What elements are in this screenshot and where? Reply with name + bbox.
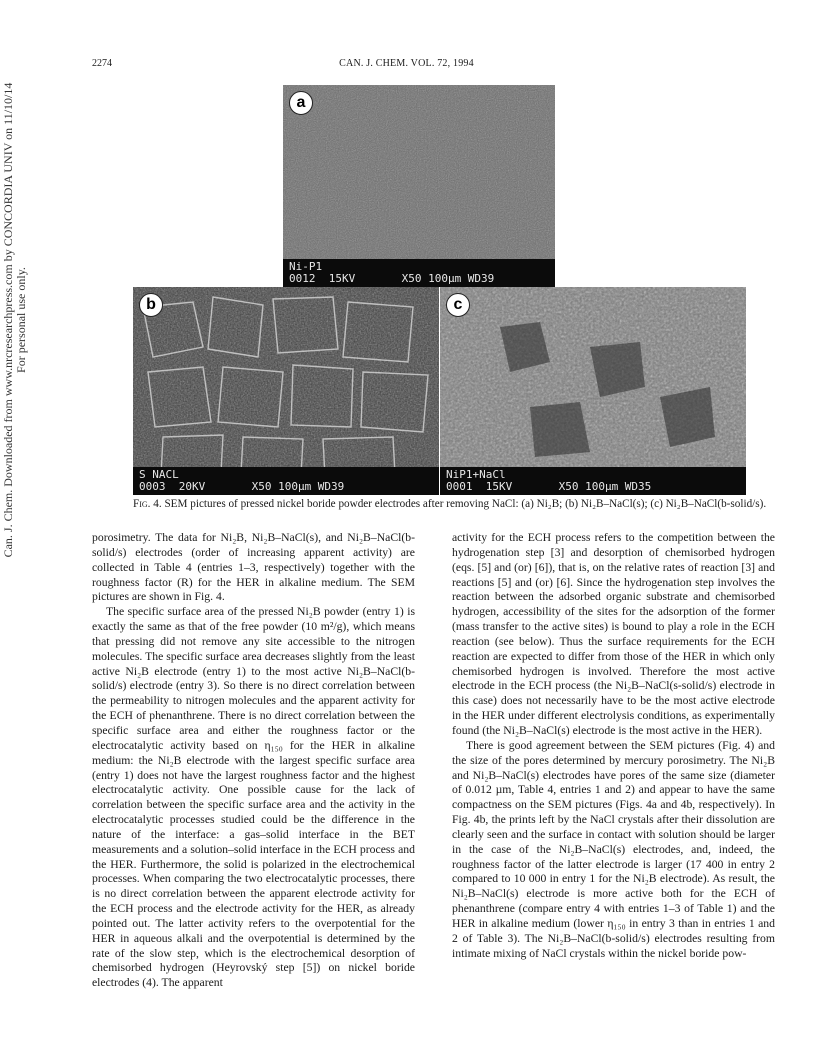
paragraph: The specific surface area of the pressed Ni₂B powder (entry 1) is exactly the same as that of the free powder (10 m²/g), which means that pressing did not remove any site accessible to the nitrogen molecules. The specific surface area decreases slightly from the least active Ni₂B electrode (entry 1) to the most active Ni₂B–NaCl(b-solid/s) electrode (entry 3). So there is no direct correlation between the permeability to nitrogen molecules and the apparent activity for the ECH of phenanthrene. There is no direct correlation between the specific surface area and either the roughness factor or the electrocatalytic activity based on η₁₅₀ for the HER in alkaline medium: the Ni₂B electrode with the largest specific surface area (entry 1) does not have the largest roughness factor and the highest electrocatalytic activity. One possible cause for the lack of correlation between the specific surface area and the activity in the electrocatalytic processes studied could be the difference in the nature of the interface: a gas–solid interface in the BET measurements and a solution–solid interface in the ECH process and the HER. Furthermore, the solid is polarized in the electrochemical processes. When comparing the two electrocatalytic processes, there is no direct correlation between the apparent electrode activity for the ECH process and the electrode activity for the HER, as already pointed out. The latter activity refers to the overpotential for the HER in aqueous alkali and the overpotential is determined by the rate of the slow step, which is the electrochemical desorption of chemisorbed hydrogen (Heyrovský step [5]) on nickel boride electrodes (4). The apparent <box>92 605 415 990</box>
sem-info-line-2: 0003 20KV X50 100µm WD39 <box>139 480 345 493</box>
watermark-line-1: Can. J. Chem. Downloaded from www.nrcresearchpress.com by CONCORDIA UNIV on 11/10/14 <box>1 82 15 558</box>
sem-info-line-2: 0012 15KV X50 100µm WD39 <box>289 272 495 285</box>
paragraph: activity for the ECH process refers to the competition between the hydrogenation step [3] and desorption of chemisorbed hydrogen (eqs. [5] and (or) [6]), that is, on the relative rates of reaction [3] and reactions [5] and (or) [6]. Since the hydrogenation step involves the reaction between the adsorbed organic substrate and chemisorbed hydrogen, accessibility of the sites for the adsorption of the former (mass transfer to the active sites) is bound to play a role in the ECH reaction (see below). Thus the surface requirements for the ECH reaction are expected to differ from those of the HER in which only chemisorbed hydrogen is involved. Therefore the most active electrode in the ECH process (the Ni₂B–NaCl(s-solid/s) electrode in this case) does not necessarily have to be the most active electrode in the HER under different electrolysis conditions, as experimentally found (the Ni₂B–NaCl(s) electrode is the most active in the HER). <box>452 531 775 737</box>
sem-image-c <box>440 287 746 495</box>
sem-info-line-2: 0001 15KV X50 100µm WD35 <box>446 480 652 493</box>
body-column-left <box>92 531 415 991</box>
page-header <box>0 58 813 74</box>
download-watermark <box>2 0 28 640</box>
page-number: 2274 <box>92 58 112 69</box>
sem-panel-b <box>133 287 439 495</box>
sem-info-bar-a <box>283 259 555 287</box>
paragraph: porosimetry. The data for Ni₂B, Ni₂B–NaCl(s), and Ni₂B–NaCl(b-solid/s) electrodes (order of increasing apparent activity) are collected in Table 4 (entries 1–3, respectively) together with the roughness factor (R) for the HER in alkaline medium. The SEM pictures are shown in Fig. 4. <box>92 531 415 604</box>
sem-info-bar-b <box>133 467 439 495</box>
figure-caption-label: Fig. 4. <box>133 498 162 510</box>
panel-label-a: a <box>289 91 313 115</box>
figure-caption-text: SEM pictures of pressed nickel boride powder electrodes after removing NaCl: (a) Ni₂B; (b) Ni₂B–NaCl(s); (c) Ni₂B–NaCl(b-solid/s). <box>164 498 767 510</box>
sem-panel-c <box>440 287 746 495</box>
panel-label-b: b <box>139 293 163 317</box>
watermark-line-2: For personal use only. <box>14 267 28 373</box>
sem-image-b <box>133 287 439 495</box>
sem-image-a <box>283 85 555 287</box>
sem-info-line-1: NiP1+NaCl <box>446 468 506 481</box>
body-column-right <box>452 531 775 961</box>
panel-label-c: c <box>446 293 470 317</box>
sem-info-line-1: Ni-P1 <box>289 260 323 273</box>
sem-info-bar-c <box>440 467 746 495</box>
paragraph: There is good agreement between the SEM pictures (Fig. 4) and the size of the pores determined by mercury porosimetry. The Ni₂B and Ni₂B–NaCl(s) electrodes have pores of the same size (diameter of 0.012 µm, Table 4, entries 1 and 2) and appear to have the same compactness on the SEM pictures (Figs. 4a and 4b, respectively). In Fig. 4b, the prints left by the NaCl crystals after their dissolution are clearly seen and the surface in contact with solution should be larger in the case of the Ni₂B–NaCl(s) electrodes, and, indeed, the roughness factor of the latter electrode is larger (17 400 in entry 2 compared to 10 000 in entry 1 for the Ni₂B electrode). As result, the Ni₂B–NaCl(s) electrode is more active both for the ECH of phenanthrene (compare entry 4 with entries 1–3 of Table 1) and the HER in alkaline medium (lower η₁₅₀ in entry 3 than in entries 1 and 2 of Table 3). The Ni₂B–NaCl(b-solid/s) electrodes resulting from intimate mixing of NaCl crystals within the nickel boride pow- <box>452 738 775 960</box>
sem-panel-a <box>283 85 555 287</box>
figure-caption <box>133 498 793 511</box>
sem-info-line-1: S NACL <box>139 468 179 481</box>
running-head: CAN. J. CHEM. VOL. 72, 1994 <box>339 58 474 69</box>
